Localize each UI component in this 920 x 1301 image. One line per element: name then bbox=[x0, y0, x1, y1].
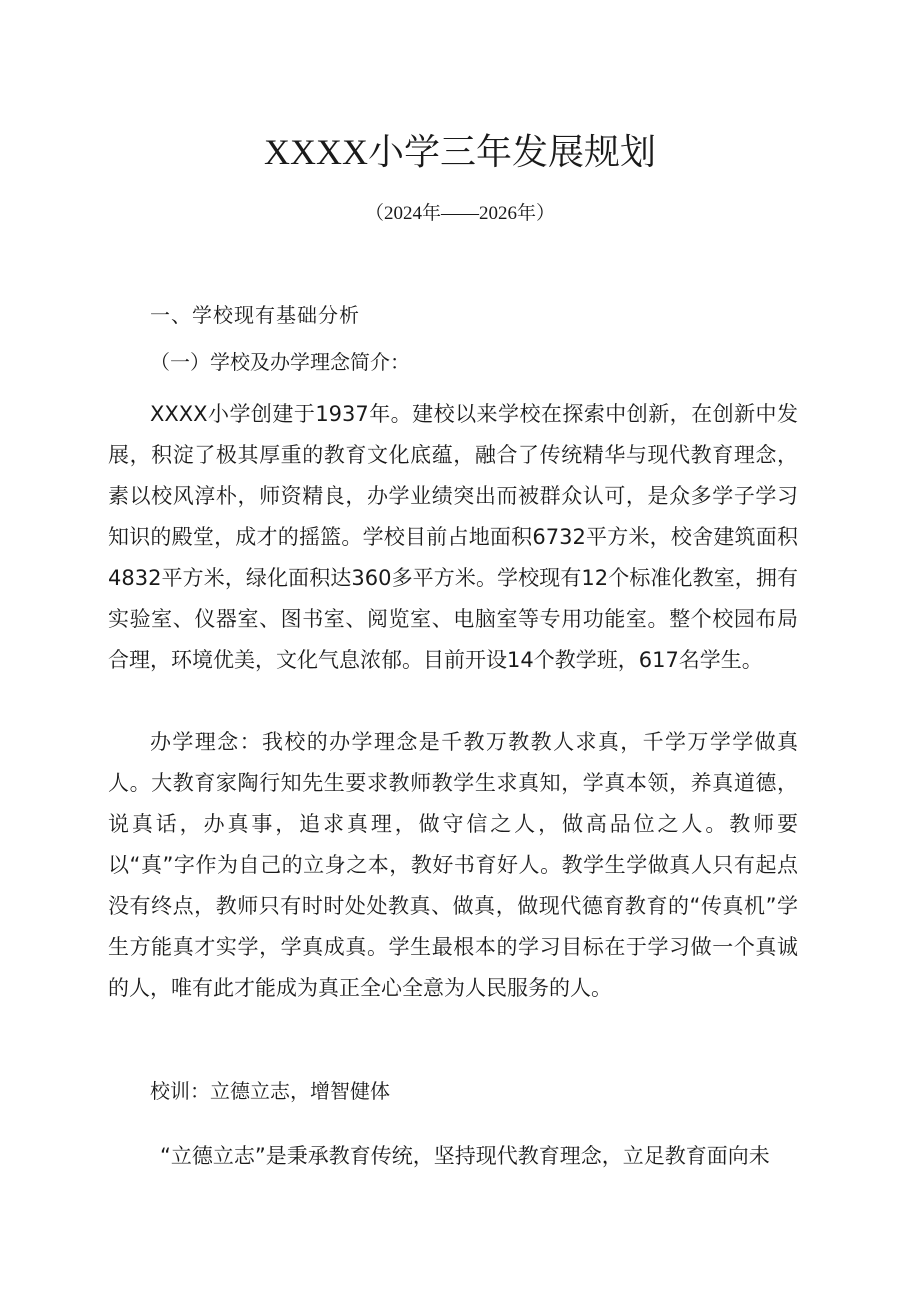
document-subtitle: （2024年——2026年） bbox=[364, 203, 555, 224]
section-heading: 一、学校现有基础分析 bbox=[150, 303, 360, 327]
paragraph-motto-start: “立德立志”是秉承教育传统，坚持现代教育理念，立足教育面向未 bbox=[160, 1144, 770, 1168]
subsection-heading: （一）学校及办学理念简介： bbox=[150, 350, 410, 374]
school-motto: 校训：立德立志，增智健体 bbox=[150, 1079, 390, 1103]
paragraph-intro: XXXX小学创建于1937年。建校以来学校在探索中创新，在创新中发展，积淀了极其厚重的教育文化底蕴，融合了传统精华与现代教育理念，素以校风淳朴，师资精良，办学业绩突出而被群众认可，是众多学子学习知识的殿堂，成才的摇篮。学校目前占地面积6732平方米，校舍建筑面积4832平方米，绿化面积达360多平方米。学校现有12个标准化教室，拥有实验室、仪器室、图书室、阅览室、电脑室等专用功能室。整个校园布局合理，环境优美，文化气息浓郁。目前开设14个教学班，617名学生。 bbox=[108, 402, 798, 672]
document-title: XXXX小学三年发展规划 bbox=[264, 132, 656, 172]
paragraph-philosophy: 办学理念：我校的办学理念是千教万教教人求真，千学万学学做真人。大教育家陶行知先生要求教师教学生求真知，学真本领，养真道德，说真话，办真事，追求真理，做守信之人，做高品位之人。教师要以“真”字作为自己的立身之本，教好书育好人。教学生学做真人只有起点没有终点，教师只有时时处处教真、做真，做现代德育教育的“传真机”学生方能真才实学，学真成真。学生最根本的学习目标在于学习做一个真诚的人，唯有此才能成为真正全心全意为人民服务的人。 bbox=[108, 730, 798, 1000]
